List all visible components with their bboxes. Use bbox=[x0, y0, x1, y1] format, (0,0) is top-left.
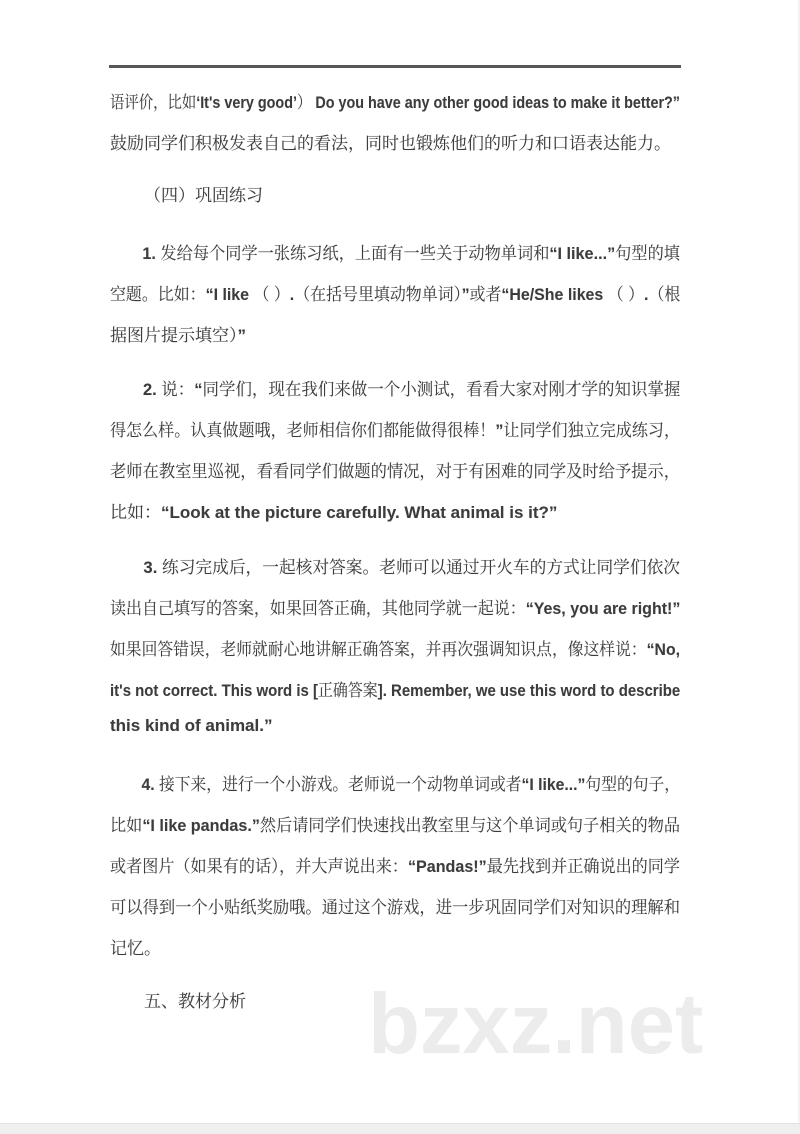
latin-text: 1. bbox=[142, 244, 161, 263]
text-line: 4. 接下来，进行一个小游戏。老师说一个动物单词或者“I like...”句型的句子， bbox=[141, 775, 680, 794]
latin-text: “I like bbox=[205, 285, 254, 304]
paragraph bbox=[110, 369, 680, 533]
text-line: 或者图片（如果有的话），并大声说出来：“Pandas!”最先找到并正确说出的同学 bbox=[110, 857, 680, 876]
text-line: 记忆。 bbox=[110, 939, 161, 958]
latin-text: “ bbox=[194, 380, 203, 399]
section-heading bbox=[110, 175, 680, 216]
latin-text: 3. bbox=[143, 558, 162, 577]
text-line: 老师在教室里巡视，看看同学们做题的情况，对于有困难的同学及时给予提示， bbox=[110, 462, 681, 481]
text-line: 如果回答错误，老师就耐心地讲解正确答案，并再次强调知识点，像这样说：“No, bbox=[110, 640, 680, 659]
latin-text: Do you have any other good ideas to make it better?” bbox=[311, 93, 680, 112]
paragraph bbox=[110, 764, 680, 969]
latin-text: “No, bbox=[646, 640, 680, 659]
text-line: 空题。比如：“I like （ ）.（在括号里填动物单词）”或者“He/She likes （ ）.（根 bbox=[110, 285, 681, 304]
latin-text: . bbox=[644, 285, 649, 304]
latin-text: “Look at the picture carefully. What animal is it?” bbox=[161, 503, 558, 522]
latin-text: ” bbox=[495, 421, 504, 440]
text-line: 比如“I like pandas.”然后请同学们快速找出教室里与这个单词或句子相关的物品 bbox=[110, 816, 680, 835]
text-line: 3. 练习完成后，一起核对答案。老师可以通过开火车的方式让同学们依次 bbox=[143, 558, 681, 577]
latin-text: “I like pandas.” bbox=[142, 816, 260, 835]
text-line bbox=[110, 711, 680, 745]
latin-text: 4. bbox=[141, 775, 160, 794]
document-body bbox=[110, 82, 680, 1022]
text-line: it's not correct. This word is [正确答案]. Remember, we use this word to describe bbox=[110, 681, 681, 700]
text-line: 2. 说：“同学们，现在我们来做一个小测试，看看大家对刚才学的知识掌握 bbox=[142, 380, 681, 399]
latin-text: ” bbox=[461, 285, 470, 304]
footer-bar bbox=[0, 1123, 800, 1134]
text-line: 比如：“Look at the picture carefully. What animal is it?” bbox=[110, 503, 558, 522]
latin-text: it's not correct. This word is [ bbox=[110, 681, 318, 700]
section-heading bbox=[110, 981, 680, 1022]
latin-text: ]. Remember, we use this word to describe bbox=[377, 681, 681, 700]
latin-text: . bbox=[289, 285, 295, 304]
latin-text: “I like...” bbox=[549, 244, 616, 263]
latin-text: “Pandas!” bbox=[407, 857, 487, 876]
paragraph bbox=[110, 233, 680, 356]
paragraph bbox=[110, 82, 680, 164]
latin-text: this kind of animal.” bbox=[110, 716, 273, 735]
latin-text: “He/She likes bbox=[501, 285, 608, 304]
text-line: 语评价，比如‘It's very good’） Do you have any other good ideas to make it better?” bbox=[110, 93, 680, 112]
watermark: bzxz.net bbox=[368, 977, 704, 1072]
latin-text: 2. bbox=[142, 380, 162, 399]
latin-text: ‘It's very good’ bbox=[196, 93, 297, 112]
latin-text: “Yes, you are right!” bbox=[525, 599, 681, 618]
text-line: 可以得到一个小贴纸奖励哦。通过这个游戏，进一步巩固同学们对知识的理解和 bbox=[110, 898, 681, 917]
text-line: 读出自己填写的答案，如果回答正确，其他同学就一起说：“Yes, you are right!” bbox=[110, 599, 681, 618]
latin-text: ” bbox=[237, 326, 246, 345]
text-line: 1. 发给每个同学一张练习纸，上面有一些关于动物单词和“I like...”句型的填 bbox=[142, 244, 681, 263]
text-line: 据图片提示填空）” bbox=[110, 326, 246, 345]
paragraph bbox=[110, 547, 680, 745]
latin-text: “I like...” bbox=[521, 775, 586, 794]
text-line: 鼓励同学们积极发表自己的看法，同时也锻炼他们的听力和口语表达能力。 bbox=[110, 134, 671, 153]
header-rule bbox=[109, 65, 681, 68]
text-line: 得怎么样。认真做题哦，老师相信你们都能做得很棒！”让同学们独立完成练习， bbox=[110, 421, 681, 440]
latin-text bbox=[269, 285, 273, 304]
latin-text bbox=[624, 285, 628, 304]
text-line: 五、教材分析 bbox=[144, 992, 246, 1011]
text-line: （四）巩固练习 bbox=[144, 186, 263, 205]
